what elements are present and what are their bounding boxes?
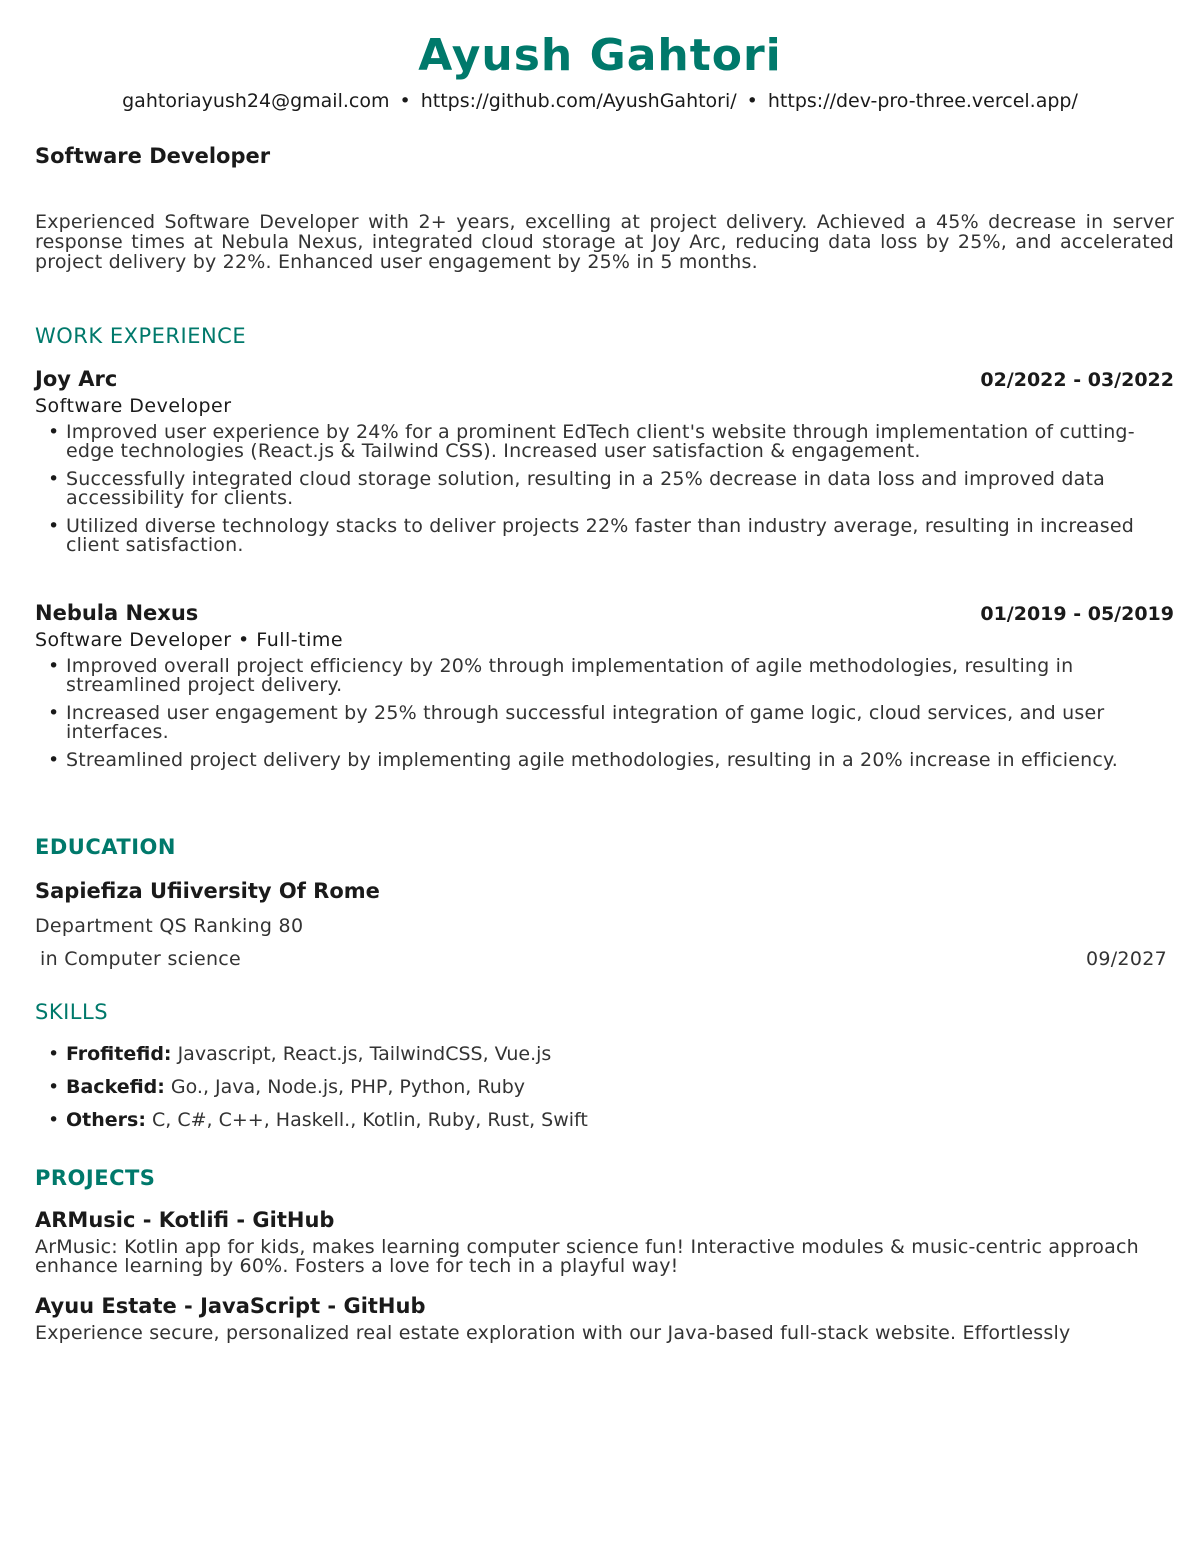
skill-value: C, C#, C++, Haskell., Kotlin, Ruby, Rust, Swift — [151, 1109, 588, 1131]
summary-paragraph: Experienced Software Developer with 2+ years, excelling at project delivery. Achieved a 45% decrease in server response times at Nebula Nexus, integrated cloud storage at Joy Arc, reducing data loss by 25%, and accelerated project delivery by 22%. Enhanced user engagement by 25% in 5 months. — [35, 211, 1174, 273]
skill-value: Javascript, React.js, TailwindCSS, Vue.js — [177, 1043, 552, 1065]
skill-label: Others: — [66, 1109, 146, 1131]
job-entry-joy-arc — [35, 367, 1174, 564]
company-name: Nebula Nexus — [35, 601, 199, 625]
skill-label: Frofitefid: — [66, 1043, 172, 1065]
company-name: Joy Arc — [35, 367, 118, 391]
skill-label: Backefid: — [66, 1076, 165, 1098]
school-name: Sapiefiza Ufiiversity Of Rome — [35, 879, 380, 903]
github-link[interactable]: https://github.com/AyushGahtori/ — [420, 90, 737, 112]
skills-list — [35, 1043, 1174, 1142]
degree-field: in Computer science — [40, 948, 242, 970]
website-link[interactable]: https://dev-pro-three.vercel.app/ — [767, 90, 1078, 112]
contact-separator: • — [399, 90, 411, 112]
degree-row — [40, 948, 1174, 970]
job-entry-nebula-nexus — [35, 601, 1174, 779]
project-description: ArMusic: Kotlin app for kids, makes learning computer science fun! Interactive modules & music-centric approach enhance learning by 60%. Fosters a love for tech in a playful way! — [35, 1236, 1139, 1277]
project-description: Experience secure, personalized real estate exploration with our Java-based full-stack website. Effortlessly — [35, 1322, 1071, 1344]
school-ranking: Department QS Ranking 80 — [35, 915, 304, 937]
skills-list-container — [35, 1043, 1174, 1142]
job-dates: 01/2019 - 05/2019 — [980, 603, 1174, 625]
job-bullet: • Utilized diverse technology stacks to deliver projects 22% faster than industry average, resulting in increased client satisfaction. — [48, 517, 1174, 555]
graduation-date: 09/2027 — [1085, 948, 1167, 970]
candidate-name: Ayush Gahtori — [418, 30, 782, 81]
projects-heading: PROJECTS — [35, 1166, 156, 1190]
project-entry — [35, 1208, 1174, 1276]
skills-heading: SKILLS — [35, 1000, 109, 1024]
skill-item — [48, 1043, 1174, 1076]
skill-item — [48, 1076, 1174, 1109]
job-dates: 02/2022 - 03/2022 — [980, 369, 1174, 391]
job-bullet: • Streamlined project delivery by implementing agile methodologies, resulting in a 20% increase in efficiency. — [48, 751, 1174, 770]
skill-item — [48, 1109, 1174, 1142]
job-role: Software Developer • Full-time — [35, 629, 344, 651]
education-heading: EDUCATION — [35, 835, 176, 859]
email-link[interactable]: gahtoriayush24@gmail.com — [122, 90, 390, 112]
project-entry — [35, 1294, 1174, 1346]
job-bullet: • Successfully integrated cloud storage solution, resulting in a 25% decrease in data loss and improved data accessibility for clients. — [48, 470, 1174, 508]
job-bullets — [35, 423, 1174, 555]
skill-value: Go., Java, Node.js, PHP, Python, Ruby — [170, 1076, 526, 1098]
contact-separator: • — [746, 90, 758, 112]
job-role: Software Developer — [35, 395, 232, 417]
job-bullets — [35, 657, 1174, 770]
project-title: Ayuu Estate - JavaScript - GitHub — [35, 1294, 426, 1318]
work-experience-heading: WORK EXPERIENCE — [35, 324, 247, 348]
contact-line — [0, 90, 1200, 112]
job-bullet: • Improved overall project efficiency by 20% through implementation of agile methodologies, resulting in streamlined project delivery. — [48, 657, 1174, 695]
job-bullet: • Improved user experience by 24% for a prominent EdTech client's website through implementation of cutting-edge technologies (React.js & Tailwind CSS). Increased user satisfaction & engagement. — [48, 423, 1174, 461]
project-title: ARMusic - Kotlifi - GitHub — [35, 1208, 335, 1232]
job-title: Software Developer — [35, 144, 271, 168]
job-bullet: • Increased user engagement by 25% through successful integration of game logic, cloud services, and user interfaces. — [48, 704, 1174, 742]
